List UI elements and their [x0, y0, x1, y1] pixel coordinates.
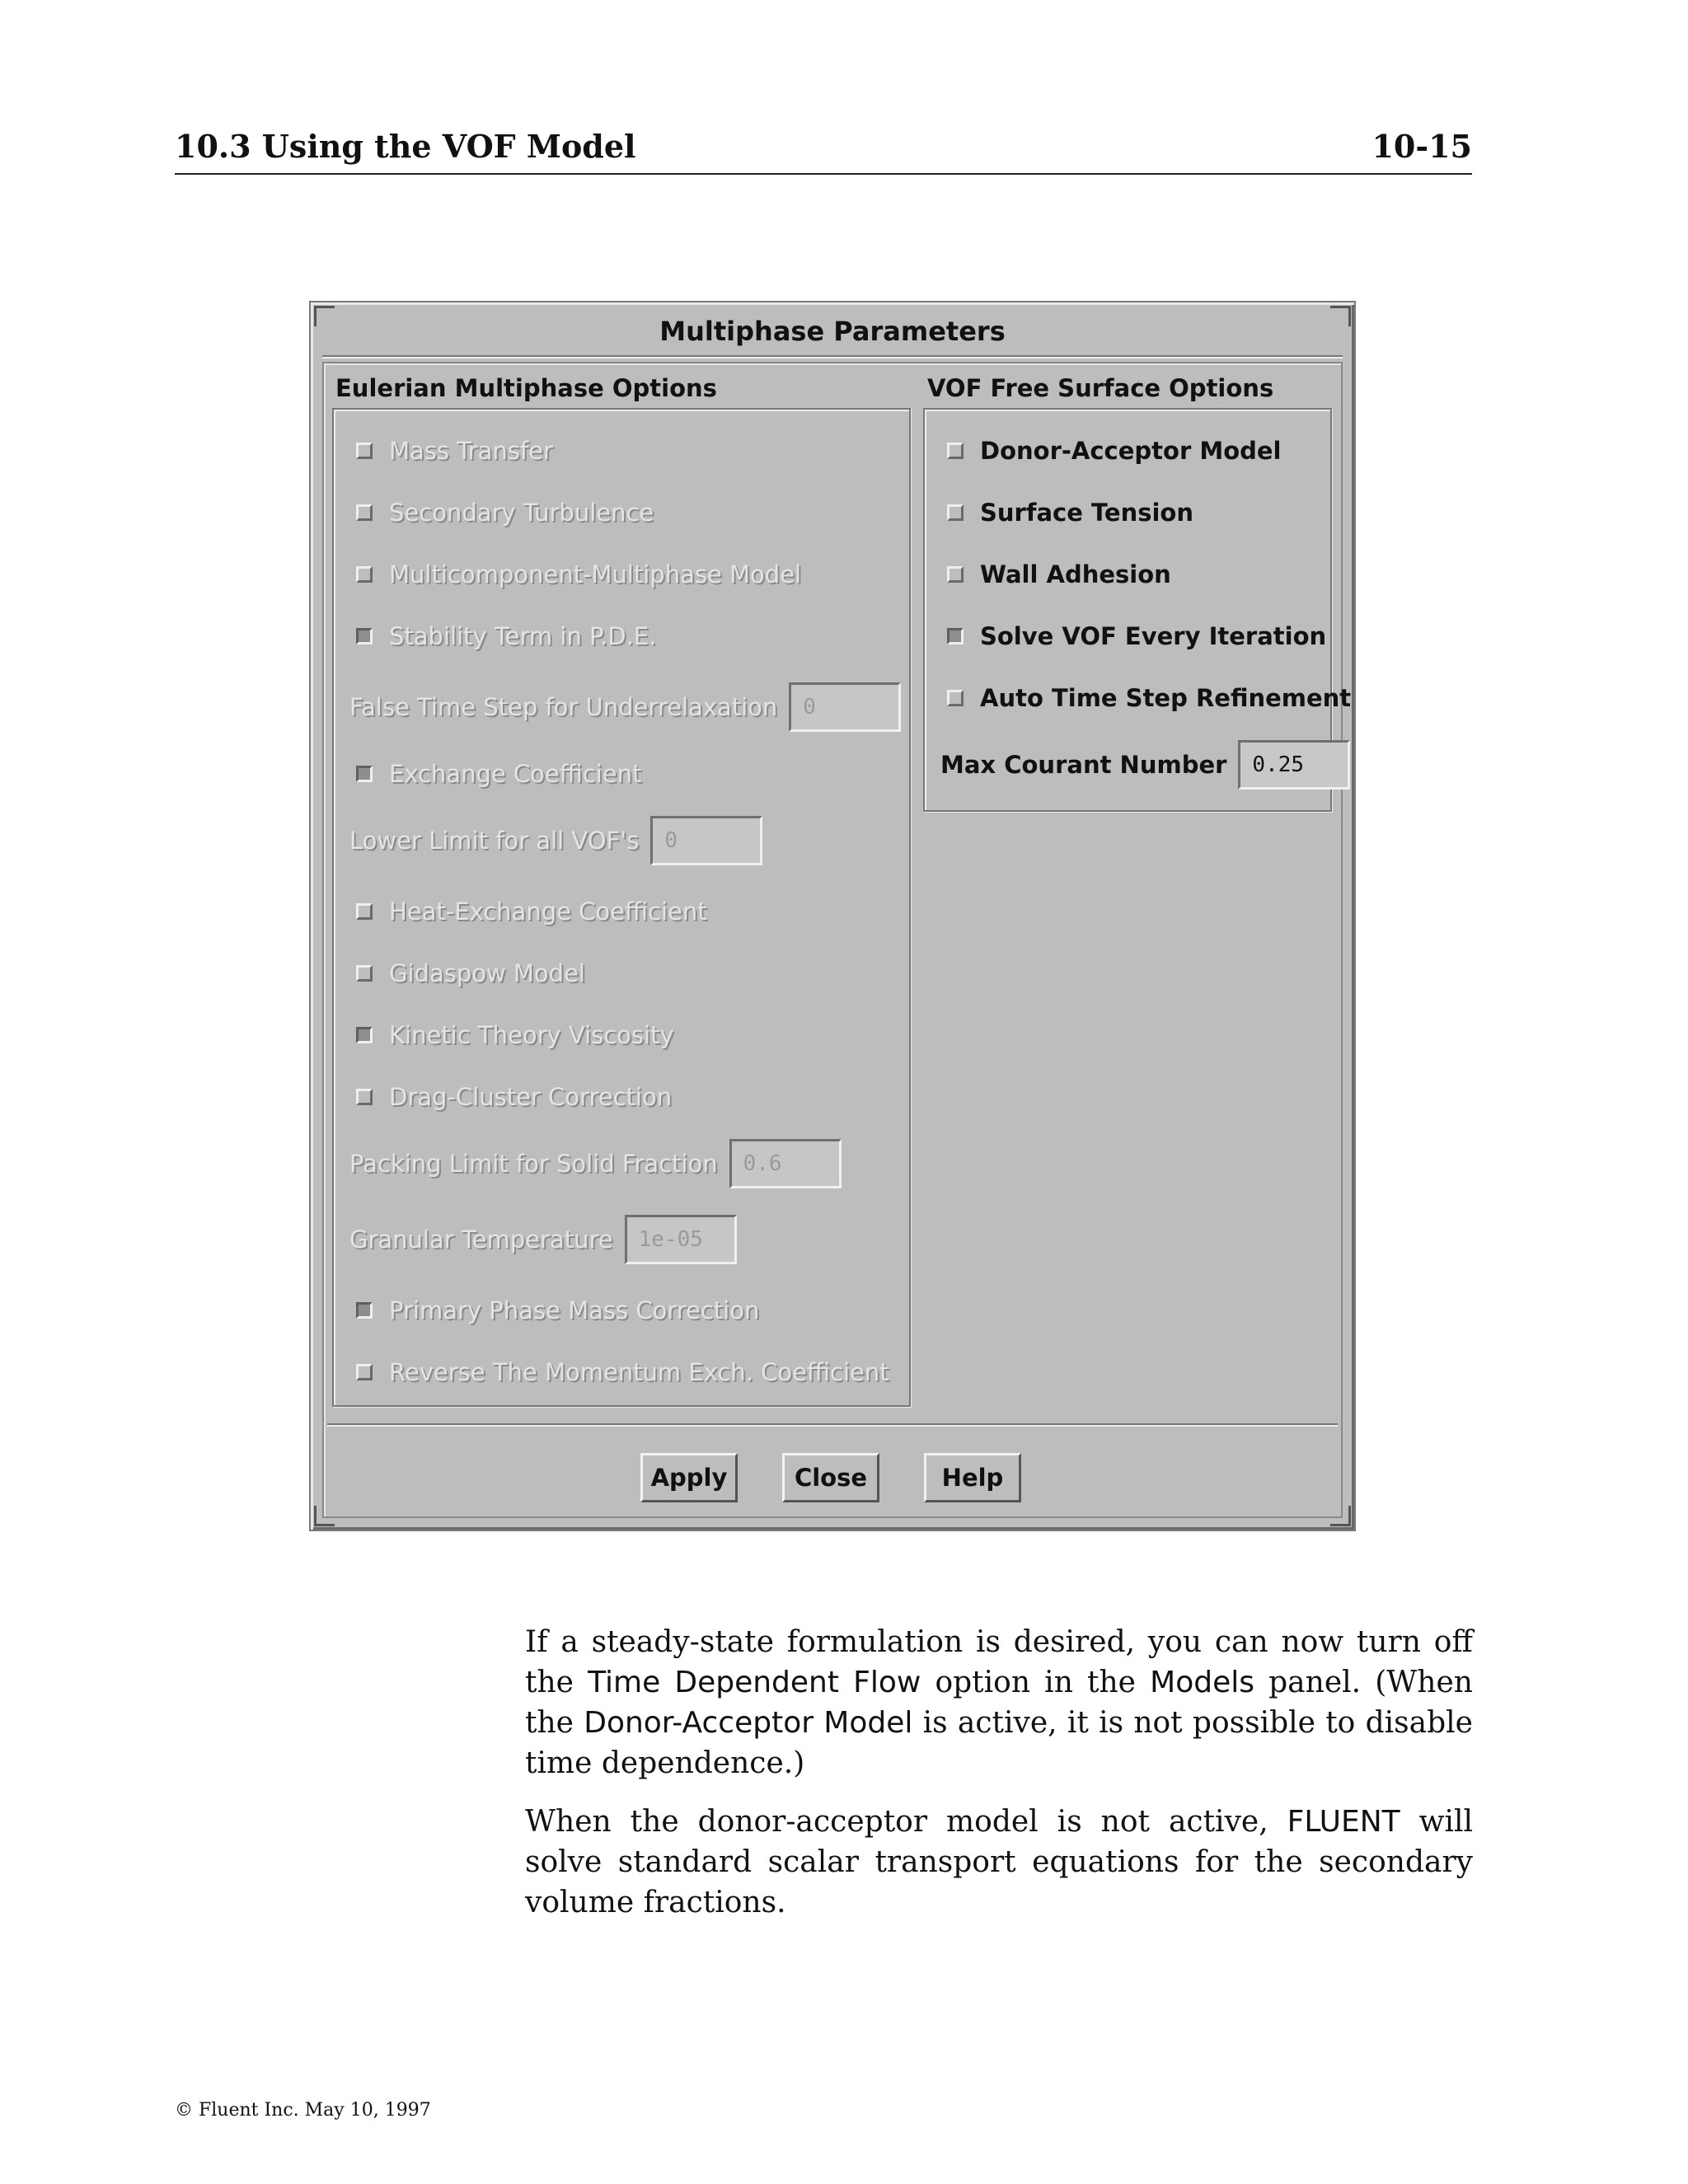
reverse-momentum-option[interactable] — [356, 1354, 889, 1390]
paragraph-text: option in the — [921, 1666, 1151, 1699]
paragraph-text: will solve standard scalar transport equations for the secondary volume fractions. — [525, 1805, 1473, 1919]
ui-reference-time-dependent-flow: Time Dependent Flow — [588, 1666, 921, 1699]
solve-every-iteration-label: Solve VOF Every Iteration — [980, 622, 1327, 650]
gidaspow-checkbox[interactable] — [356, 965, 373, 982]
gidaspow-label: Gidaspow Model — [389, 959, 585, 987]
exchange-coefficient-option[interactable] — [356, 756, 641, 792]
granular-temperature-input[interactable]: 1e-05 — [625, 1215, 737, 1264]
wall-adhesion-label: Wall Adhesion — [980, 560, 1171, 588]
reverse-momentum-checkbox[interactable] — [356, 1364, 373, 1380]
wall-adhesion-checkbox[interactable] — [947, 566, 964, 583]
wall-adhesion-option[interactable] — [947, 556, 1171, 593]
packing-limit-input[interactable]: 0.6 — [729, 1139, 842, 1188]
donor-acceptor-option[interactable] — [947, 433, 1282, 469]
page-header — [175, 124, 1472, 175]
stability-terms-label: Stability Term in P.D.E. — [389, 622, 657, 650]
eulerian-options-label: Eulerian Multiphase Options — [335, 374, 717, 402]
copyright-footer: © Fluent Inc. May 10, 1997 — [175, 2100, 431, 2121]
vof-options-label: VOF Free Surface Options — [927, 374, 1274, 402]
false-time-step-label: False Time Step for Underrelaxation — [349, 693, 778, 721]
paragraph-donor-acceptor — [525, 1802, 1473, 1923]
exchange-coefficient-label: Exchange Coefficient — [389, 760, 642, 788]
max-courant-row — [940, 738, 1350, 792]
paragraph-text: When the donor-acceptor model is not active, — [525, 1805, 1287, 1839]
max-courant-input[interactable]: 0.25 — [1238, 740, 1350, 790]
paragraph-text: is active, it is not possible to disable time dependence.) — [525, 1706, 1473, 1780]
section-title: 10.3 Using the VOF Model — [175, 128, 636, 165]
heat-exchange-label: Heat-Exchange Coefficient — [389, 898, 707, 926]
paragraph-steady-state — [525, 1622, 1473, 1783]
mass-transfer-option[interactable] — [356, 433, 553, 469]
auto-time-step-option[interactable] — [947, 680, 1351, 716]
ui-reference-fluent: FLUENT — [1287, 1805, 1400, 1839]
donor-acceptor-checkbox[interactable] — [947, 443, 964, 459]
dialog-title: Multiphase Parameters — [659, 316, 1006, 347]
drag-cluster-option[interactable] — [356, 1079, 672, 1115]
exchange-coefficient-checkbox[interactable] — [356, 766, 373, 782]
granular-temperature-label: Granular Temperature — [349, 1226, 613, 1254]
multiphase-parameters-dialog — [309, 301, 1356, 1531]
multicomponent-option[interactable] — [356, 556, 801, 593]
max-courant-label: Max Courant Number — [940, 751, 1227, 779]
packing-limit-label: Packing Limit for Solid Fraction — [349, 1150, 718, 1178]
secondary-turbulence-option[interactable] — [356, 494, 654, 531]
solve-every-iteration-option[interactable] — [947, 618, 1326, 654]
apply-button[interactable]: Apply — [640, 1453, 738, 1502]
drag-cluster-checkbox[interactable] — [356, 1089, 373, 1105]
stability-terms-checkbox[interactable] — [356, 628, 373, 644]
surface-tension-option[interactable] — [947, 494, 1193, 531]
lower-limit-row — [349, 813, 762, 868]
auto-time-step-checkbox[interactable] — [947, 690, 964, 706]
kinetic-theory-checkbox[interactable] — [356, 1027, 373, 1043]
help-button[interactable]: Help — [924, 1453, 1021, 1502]
packing-limit-row — [349, 1137, 842, 1191]
mass-transfer-label: Mass Transfer — [389, 437, 553, 465]
secondary-turbulence-checkbox[interactable] — [356, 504, 373, 521]
auto-time-step-label: Auto Time Step Refinement — [980, 684, 1352, 712]
drag-cluster-label: Drag-Cluster Correction — [389, 1083, 673, 1111]
primary-phase-mass-label: Primary Phase Mass Correction — [389, 1296, 760, 1324]
stability-terms-option[interactable] — [356, 618, 656, 654]
secondary-turbulence-label: Secondary Turbulence — [389, 499, 654, 527]
paragraph-text: If a steady-state formulation is desired, you can now turn off the — [525, 1625, 1473, 1699]
kinetic-theory-label: Kinetic Theory Viscosity — [389, 1021, 674, 1049]
close-button[interactable]: Close — [782, 1453, 879, 1502]
kinetic-theory-option[interactable] — [356, 1017, 674, 1053]
surface-tension-label: Surface Tension — [980, 499, 1193, 527]
page-number: 10-15 — [1372, 128, 1472, 165]
ui-reference-models: Models — [1150, 1666, 1254, 1699]
false-time-step-row — [349, 680, 901, 734]
solve-every-iteration-checkbox[interactable] — [947, 628, 964, 644]
lower-limit-input[interactable]: 0 — [650, 816, 762, 865]
ui-reference-donor-acceptor: Donor-Acceptor Model — [584, 1706, 913, 1740]
reverse-momentum-label: Reverse The Momentum Exch. Coefficient — [389, 1358, 889, 1386]
multicomponent-label: Multicomponent-Multiphase Model — [389, 560, 802, 588]
mass-transfer-checkbox[interactable] — [356, 443, 373, 459]
multicomponent-checkbox[interactable] — [356, 566, 373, 583]
heat-exchange-option[interactable] — [356, 893, 707, 930]
primary-phase-mass-option[interactable] — [356, 1292, 759, 1329]
false-time-step-input[interactable]: 0 — [789, 682, 901, 732]
button-divider — [327, 1423, 1338, 1427]
heat-exchange-checkbox[interactable] — [356, 903, 373, 920]
title-divider — [322, 355, 1343, 359]
surface-tension-checkbox[interactable] — [947, 504, 964, 521]
granular-temperature-row — [349, 1212, 737, 1267]
gidaspow-option[interactable] — [356, 955, 585, 991]
paragraph-text: panel. (When the — [525, 1666, 1473, 1740]
lower-limit-label: Lower Limit for all VOF's — [349, 827, 640, 855]
primary-phase-mass-checkbox[interactable] — [356, 1302, 373, 1319]
donor-acceptor-label: Donor-Acceptor Model — [980, 437, 1282, 465]
